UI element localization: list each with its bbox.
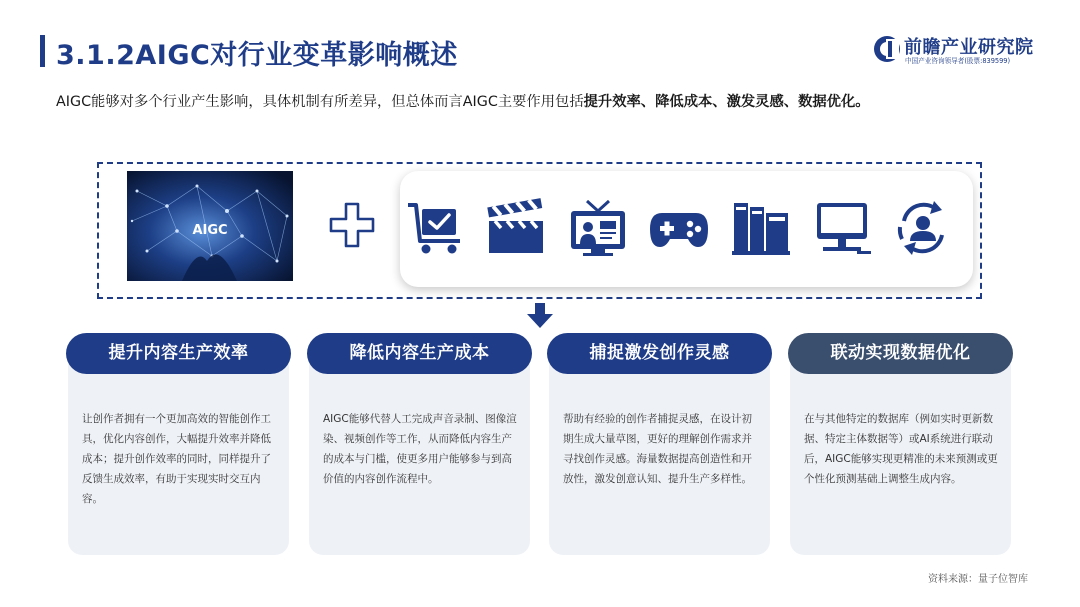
card-efficiency bbox=[66, 333, 291, 555]
down-arrow-icon bbox=[526, 303, 554, 329]
page-title: 3.1.2AIGC对行业变革影响概述 bbox=[56, 40, 458, 71]
news-tv-icon bbox=[567, 197, 629, 259]
brand-logo bbox=[873, 33, 1043, 67]
industry-icons-panel bbox=[400, 171, 973, 287]
card-data-optimization bbox=[788, 333, 1013, 555]
title-accent-bar bbox=[40, 35, 45, 67]
person-cycle-icon bbox=[892, 197, 954, 259]
card-title: 降低内容生产成本 bbox=[307, 333, 532, 374]
card-text: 在与其他特定的数据库（例如实时更新数据、特定主体数据等）或AI系统进行联动后，AIGC能够实现更精准的未来预测或更个性化预测基础上调整生成内容。 bbox=[804, 413, 998, 485]
intro-text: AIGC能够对多个行业产生影响，具体机制有所差异，但总体而言AIGC主要作用包括 bbox=[56, 94, 584, 110]
logo-mark-icon bbox=[873, 35, 901, 63]
card-inspiration bbox=[547, 333, 772, 555]
intro-highlight: 提升效率、降低成本、激发灵感、数据优化。 bbox=[583, 94, 870, 110]
card-text: AIGC能够代替人工完成声音录制、图像渲染、视频创作等工作，从而降低内容生产的成本与门槛，使更多用户能够参与到高价值的内容创作流程中。 bbox=[323, 413, 517, 485]
shopping-cart-icon bbox=[404, 197, 466, 259]
plus-icon bbox=[327, 200, 377, 250]
card-title: 提升内容生产效率 bbox=[66, 333, 291, 374]
logo-name: 前瞻产业研究院 bbox=[904, 37, 1034, 58]
card-title: 联动实现数据优化 bbox=[788, 333, 1013, 374]
computer-icon bbox=[811, 197, 873, 259]
gamepad-icon bbox=[648, 197, 710, 259]
aigc-image-label: AIGC bbox=[192, 223, 228, 238]
clapperboard-icon bbox=[485, 197, 547, 259]
logo-subtitle: 中国产业咨询领导者(股票:839599) bbox=[905, 57, 1011, 65]
aigc-image bbox=[127, 171, 293, 281]
card-title: 捕捉激发创作灵感 bbox=[547, 333, 772, 374]
card-text: 让创作者拥有一个更加高效的智能创作工具，优化内容创作，大幅提升效率并降低成本；提升创作效率的同时，同样提升了反馈生成效率，有助于实现实时交互内容。 bbox=[82, 413, 271, 505]
intro-paragraph bbox=[56, 90, 1026, 115]
books-icon bbox=[730, 197, 792, 259]
card-cost bbox=[307, 333, 532, 555]
source-note: 资料来源：量子位智库 bbox=[928, 574, 1028, 585]
card-text: 帮助有经验的创作者捕捉灵感，在设计初期生成大量草图，更好的理解创作需求并寻找创作灵感。海量数据提高创造性和开放性，激发创意认知、提升生产多样性。 bbox=[563, 413, 752, 485]
